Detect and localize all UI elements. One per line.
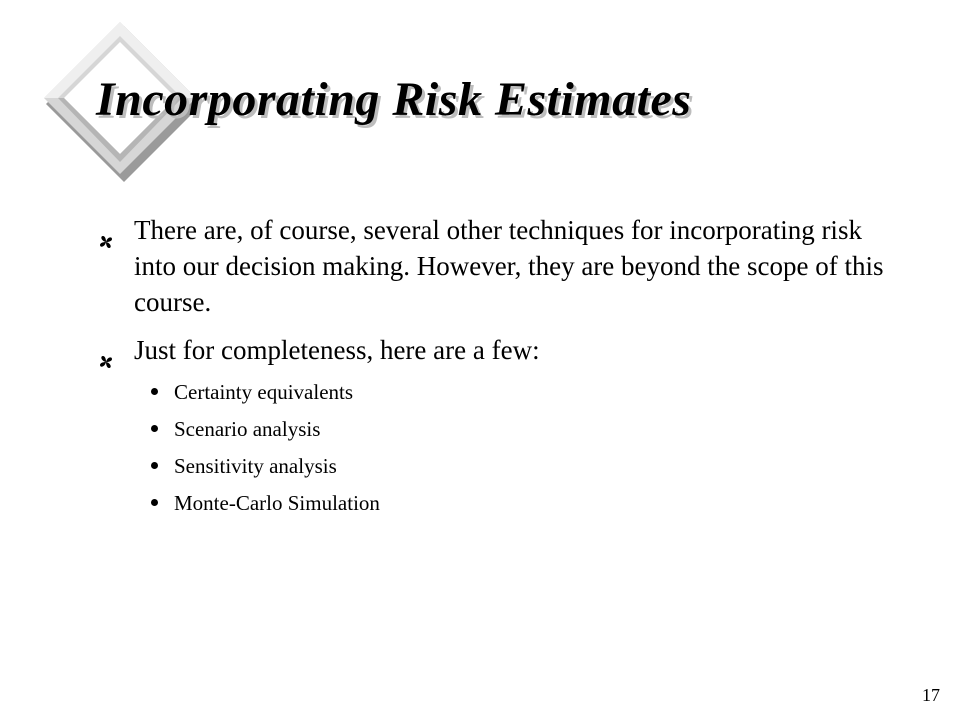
- sub-bullet-item: [98, 380, 898, 404]
- sub-bullet-text: Scenario analysis: [174, 417, 321, 441]
- sub-bullet-item: [98, 454, 898, 478]
- slide-title: Incorporating Risk Estimates: [96, 73, 692, 126]
- sub-bullet-text: Monte-Carlo Simulation: [174, 491, 380, 515]
- page-number: 17: [922, 685, 940, 705]
- sub-bullet-text: Certainty equivalents: [174, 380, 354, 404]
- sub-bullet-list: [98, 380, 898, 515]
- sub-bullet-item: [98, 417, 898, 441]
- round-dot-icon: [151, 425, 158, 432]
- bullet-text: There are, of course, several other techniques for incorporating risk into our decision making. However, they are beyond the scope of this course.: [134, 215, 884, 317]
- sub-bullet-item: [98, 491, 898, 515]
- slide-body: [98, 212, 898, 528]
- round-dot-icon: [151, 388, 158, 395]
- round-dot-icon: [151, 499, 158, 506]
- four-leaf-bullet-icon: [98, 343, 114, 359]
- bullet-text: Just for completeness, here are a few:: [134, 335, 540, 365]
- bullet-item: [98, 332, 898, 368]
- bullet-item: [98, 212, 898, 320]
- round-dot-icon: [151, 462, 158, 469]
- sub-bullet-text: Sensitivity analysis: [174, 454, 337, 478]
- four-leaf-bullet-icon: [98, 223, 114, 239]
